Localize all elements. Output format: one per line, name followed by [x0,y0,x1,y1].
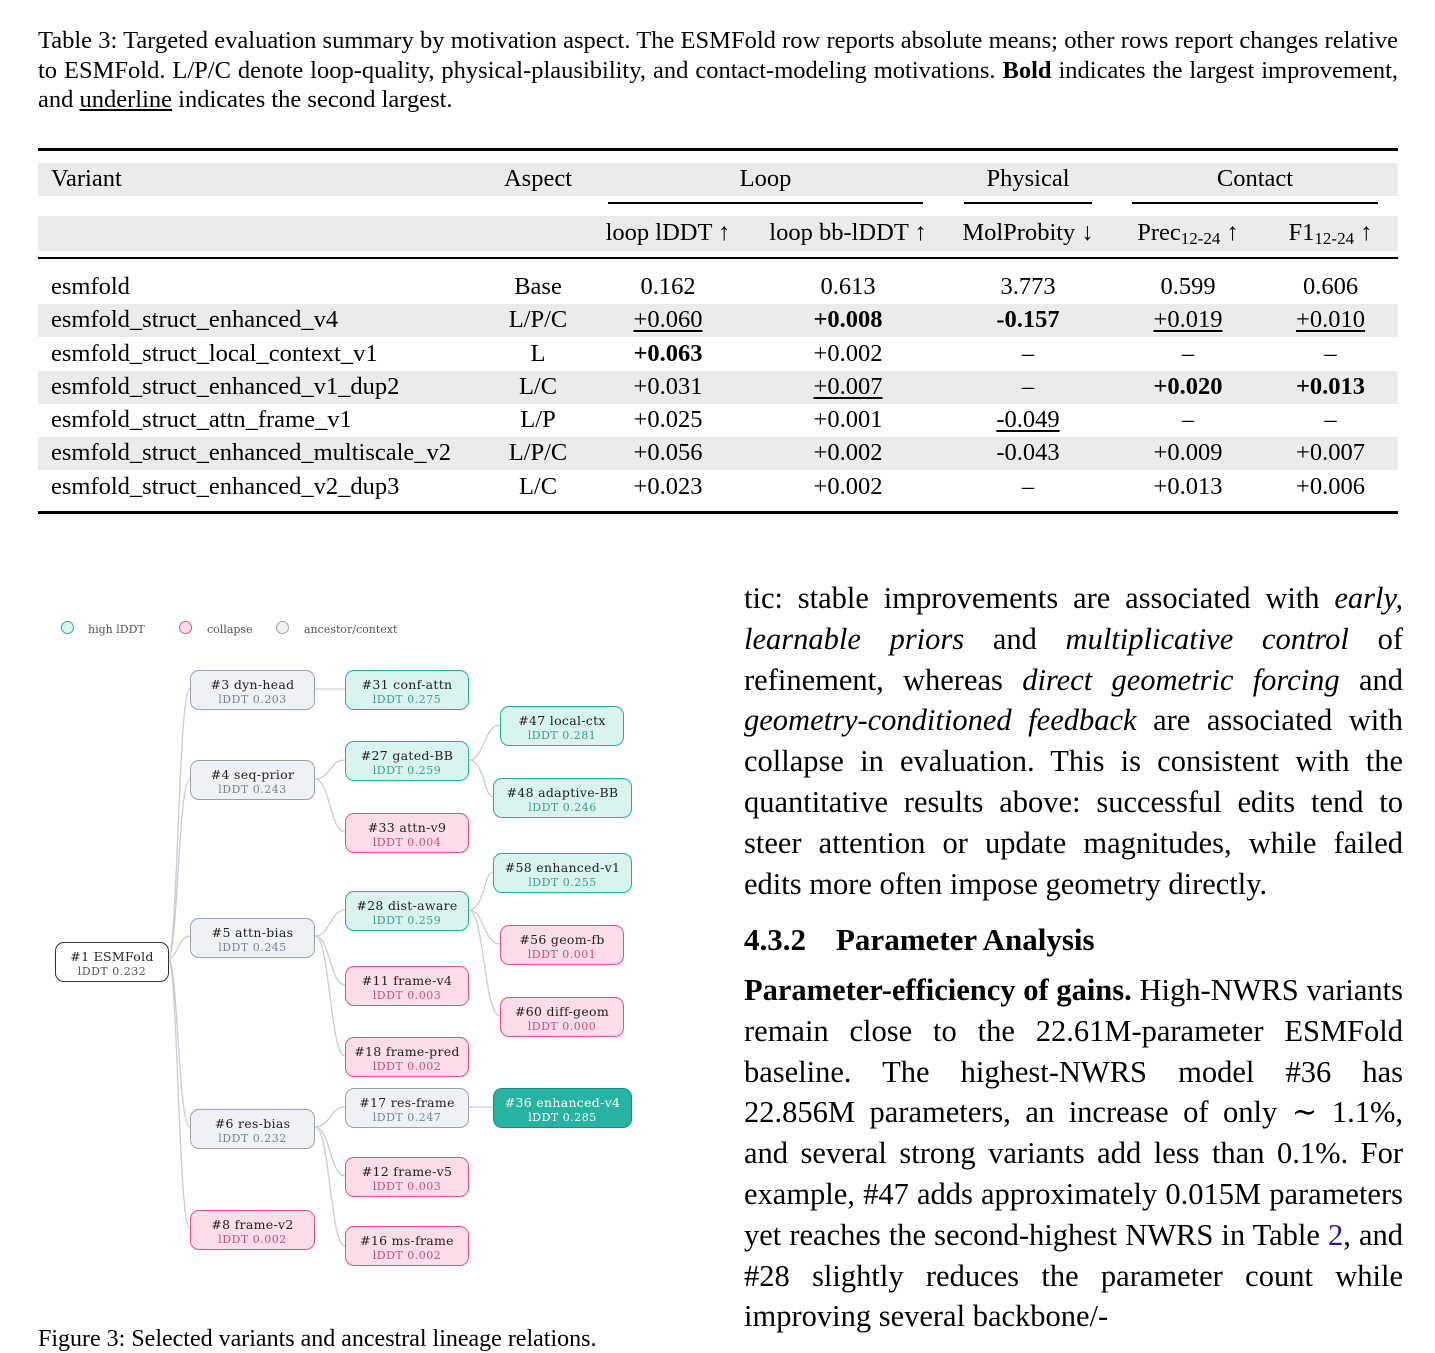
table-cell [1263,305,1398,335]
node-score: lDDT 0.275 [372,693,442,706]
node-score: lDDT 0.246 [528,801,597,814]
table-cell: – [1324,406,1337,433]
node-name: #12 frame-v5 [361,1164,453,1179]
node-27 [345,741,469,781]
node-score: lDDT 0.285 [528,1111,597,1124]
node-name: #17 res-frame [359,1095,455,1110]
col-variant: Variant [51,165,122,192]
table-cell: +0.020 [1153,373,1223,400]
node-58 [493,853,632,893]
node-11 [345,966,469,1006]
node-56 [500,925,624,965]
table-row-aspect: L/P/C [508,439,568,466]
table-cell [948,405,1108,435]
node-28 [345,891,469,931]
table-cell: – [1021,473,1035,500]
node-8 [190,1210,315,1250]
legend-ancestor-marker [276,621,289,634]
node-score: lDDT 0.245 [218,941,287,954]
node-name: #33 attn-v9 [367,820,447,835]
legend-ancestor: ancestor/context [304,623,398,636]
node-60 [500,997,624,1037]
f1-sub: 12-24 [1314,229,1355,248]
node-name: #4 seq-prior [210,767,295,782]
physical-rule [964,202,1092,204]
table-cell: +0.008 [813,306,883,333]
value-second: +0.019 [1153,306,1223,333]
node-name: #58 enhanced-v1 [504,860,621,875]
table-cell: 0.613 [820,273,876,300]
legend-high-marker [61,621,74,634]
group-physical: Physical [986,165,1070,192]
table-cell [753,372,943,402]
table-cell: 0.599 [1160,273,1216,300]
table-cell: 0.606 [1302,273,1359,300]
node-name: #47 local-ctx [518,713,606,728]
table-cell: – [1181,406,1195,433]
prec-sub: 12-24 [1180,229,1221,248]
node-name: #56 geom-fb [519,932,605,947]
table-cell: – [1324,340,1337,367]
node-47 [500,706,624,746]
contact-rule [1132,202,1378,204]
col-prec [1113,218,1263,254]
node-score: lDDT 0.002 [218,1233,287,1246]
node-5 [190,918,315,958]
table-row-variant: esmfold_struct_local_context_v1 [51,340,378,367]
top-rule [38,148,1398,151]
table-cell: – [1021,340,1035,367]
value-second: +0.007 [813,373,883,400]
table-row-aspect: L/C [518,473,558,500]
para-italic: geometry-conditioned feedback [744,703,1137,738]
table-cell: +0.056 [633,439,703,466]
node-1 [55,942,169,982]
table-cell: +0.023 [633,473,703,500]
node-12 [345,1157,469,1197]
legend-high: high lDDT [88,623,145,636]
node-3 [190,670,315,710]
para-italic: direct geometric forcing [1022,662,1340,697]
node-score: lDDT 0.000 [527,1020,597,1033]
f1-arrow: ↑ [1354,219,1373,246]
para-text: High-NWRS variants remain close to the 22.61M-parameter ESMFold baseline. The highest-NWRS model #36 has 22.856M parameters, an increase of only ∼ 1.1%, and several strong variants add less than 0.1%. For example, #47 adds approximately 0.015M parameters yet reaches the second-highest NWRS in Table [744,973,1403,1252]
table-cell: 3.773 [1000,273,1056,300]
node-name: #28 dist-aware [356,898,458,913]
group-loop: Loop [739,165,792,192]
node-name: #3 dyn-head [210,677,295,692]
para-italic: multiplicative control [1065,621,1349,656]
node-name: #5 attn-bias [211,925,294,940]
para-text: tic: stable improvements are associated with [744,581,1335,615]
table-cell: +0.002 [813,473,883,500]
legend-collapse-marker [179,621,192,634]
node-17 [345,1088,469,1128]
node-name: #60 diff-geom [514,1004,610,1019]
lineage-figure [0,600,720,1338]
table-cell: +0.013 [1153,473,1223,500]
node-score: lDDT 0.255 [528,876,597,889]
node-score: lDDT 0.247 [372,1111,442,1124]
node-31 [345,670,469,710]
table-cell: +0.002 [813,439,883,466]
node-6 [190,1109,315,1149]
table-row-aspect: L/C [518,373,558,400]
node-name: #48 adaptive-BB [506,785,619,800]
value-second: +0.060 [633,306,703,333]
para-italic: early, learnable priors [744,581,1403,656]
para-text: and [1339,662,1403,697]
node-name: #27 gated-BB [360,748,454,763]
node-name: #16 ms-frame [360,1233,454,1248]
node-name: #8 frame-v2 [211,1217,294,1232]
node-name: #1 ESMFold [70,949,154,964]
node-name: #31 conf-attn [361,677,453,692]
col-loop-lddt: loop lDDT ↑ [605,219,731,246]
node-score: lDDT 0.002 [372,1060,442,1073]
table-cell: +0.001 [813,406,883,433]
caption-text: Table 3: Targeted evaluation summary by motivation aspect. The ESMFold row reports absolute means; other rows report changes relative to ESMFold. L/P/C denote loop-quality, physical-plausibility, and contact-modeling motivations. [38,27,1398,84]
value-second: +0.010 [1296,306,1365,333]
node-score: lDDT 0.232 [218,1132,287,1145]
caption-text-3: indicates the second largest. [172,86,453,113]
para-text: of refinement, whereas [744,621,1403,697]
f1-label: F1 [1288,219,1315,246]
col-f1 [1263,218,1398,254]
table-ref-link[interactable]: 2 [1328,1217,1344,1252]
col-loop-bb-lddt: loop bb-lDDT ↑ [769,219,927,246]
figure-caption: Figure 3: Selected variants and ancestral lineage relations. [38,1326,597,1352]
table-cell: +0.006 [1296,473,1365,500]
node-33 [345,813,469,853]
table-cell: +0.002 [813,340,883,367]
bottom-rule [38,511,1398,514]
paragraph-parameters [744,970,1403,1337]
table-row-aspect: Base [514,273,562,300]
node-score: lDDT 0.003 [372,1180,442,1193]
section-title: Parameter Analysis [836,922,1095,957]
para-text: and [964,621,1066,656]
node-4 [190,760,315,800]
node-score: lDDT 0.203 [218,693,287,706]
section-heading [744,922,1095,958]
node-name: #18 frame-pred [354,1044,460,1059]
node-name: #36 enhanced-v4 [504,1095,621,1110]
table-row-variant: esmfold_struct_enhanced_v4 [51,306,339,333]
table-cell: -0.043 [996,439,1060,466]
table-row-variant: esmfold_struct_enhanced_multiscale_v2 [51,439,452,466]
loop-rule [608,202,923,204]
table-row-variant: esmfold_struct_attn_frame_v1 [51,406,352,433]
table-cell: – [1181,340,1195,367]
table-cell: – [1021,373,1035,400]
table-cell [588,305,748,335]
legend-collapse: collapse [207,623,253,636]
node-name: #6 res-bias [214,1116,291,1131]
table-cell: -0.157 [996,306,1060,333]
para-run-in-head: Parameter-efficiency of gains. [744,973,1132,1007]
node-score: lDDT 0.001 [527,948,597,961]
node-16 [345,1226,469,1266]
col-aspect: Aspect [503,165,573,192]
node-score: lDDT 0.259 [372,914,442,927]
node-score: lDDT 0.004 [372,836,442,849]
group-contact: Contact [1216,165,1294,192]
caption-underline: underline [79,86,173,113]
node-score: lDDT 0.003 [372,989,442,1002]
node-score: lDDT 0.243 [218,783,287,796]
node-score: lDDT 0.281 [527,729,597,742]
table-row-aspect: L/P/C [508,306,568,333]
table-row-variant: esmfold_struct_enhanced_v2_dup3 [51,473,400,500]
node-18 [345,1037,469,1077]
col-molprobity: MolProbity ↓ [962,219,1094,246]
table-row-aspect: L [530,340,546,367]
table-cell: +0.007 [1296,439,1365,466]
node-score: lDDT 0.259 [372,764,442,777]
prec-label: Prec [1137,219,1181,246]
node-score: lDDT 0.002 [372,1249,442,1262]
table-cell: +0.025 [633,406,703,433]
table-cell: +0.013 [1295,373,1366,400]
paragraph-findings [744,578,1403,904]
table-row-variant: esmfold [51,273,130,300]
table-cell [1113,305,1263,335]
mid-rule [38,257,1398,259]
table-cell: +0.063 [633,340,703,367]
caption-text-2: indicates the largest improvement, and [38,56,1398,113]
table-row-aspect: L/P [520,406,556,433]
table-cell: +0.009 [1153,439,1223,466]
table-caption [38,26,1398,115]
table-row-variant: esmfold_struct_enhanced_v1_dup2 [51,373,400,400]
table-cell: 0.162 [640,273,696,300]
node-48 [493,778,632,818]
prec-arrow: ↑ [1220,219,1239,246]
node-score: lDDT 0.232 [77,965,147,978]
node-36 [493,1088,632,1128]
value-second: -0.049 [996,406,1060,433]
para-text: , and #28 slightly reduces the parameter count while improving several backbone/- [744,1217,1404,1334]
caption-bold: Bold [1002,56,1052,84]
table-cell: +0.031 [633,373,703,400]
node-name: #11 frame-v4 [361,973,453,988]
section-number: 4.3.2 [744,922,806,957]
para-text: are associated with collapse in evaluation. This is consistent with the quantitative results above: successful edits tend to steer attention or update magnitudes, while failed edits more often impose geometry directly. [744,703,1403,901]
